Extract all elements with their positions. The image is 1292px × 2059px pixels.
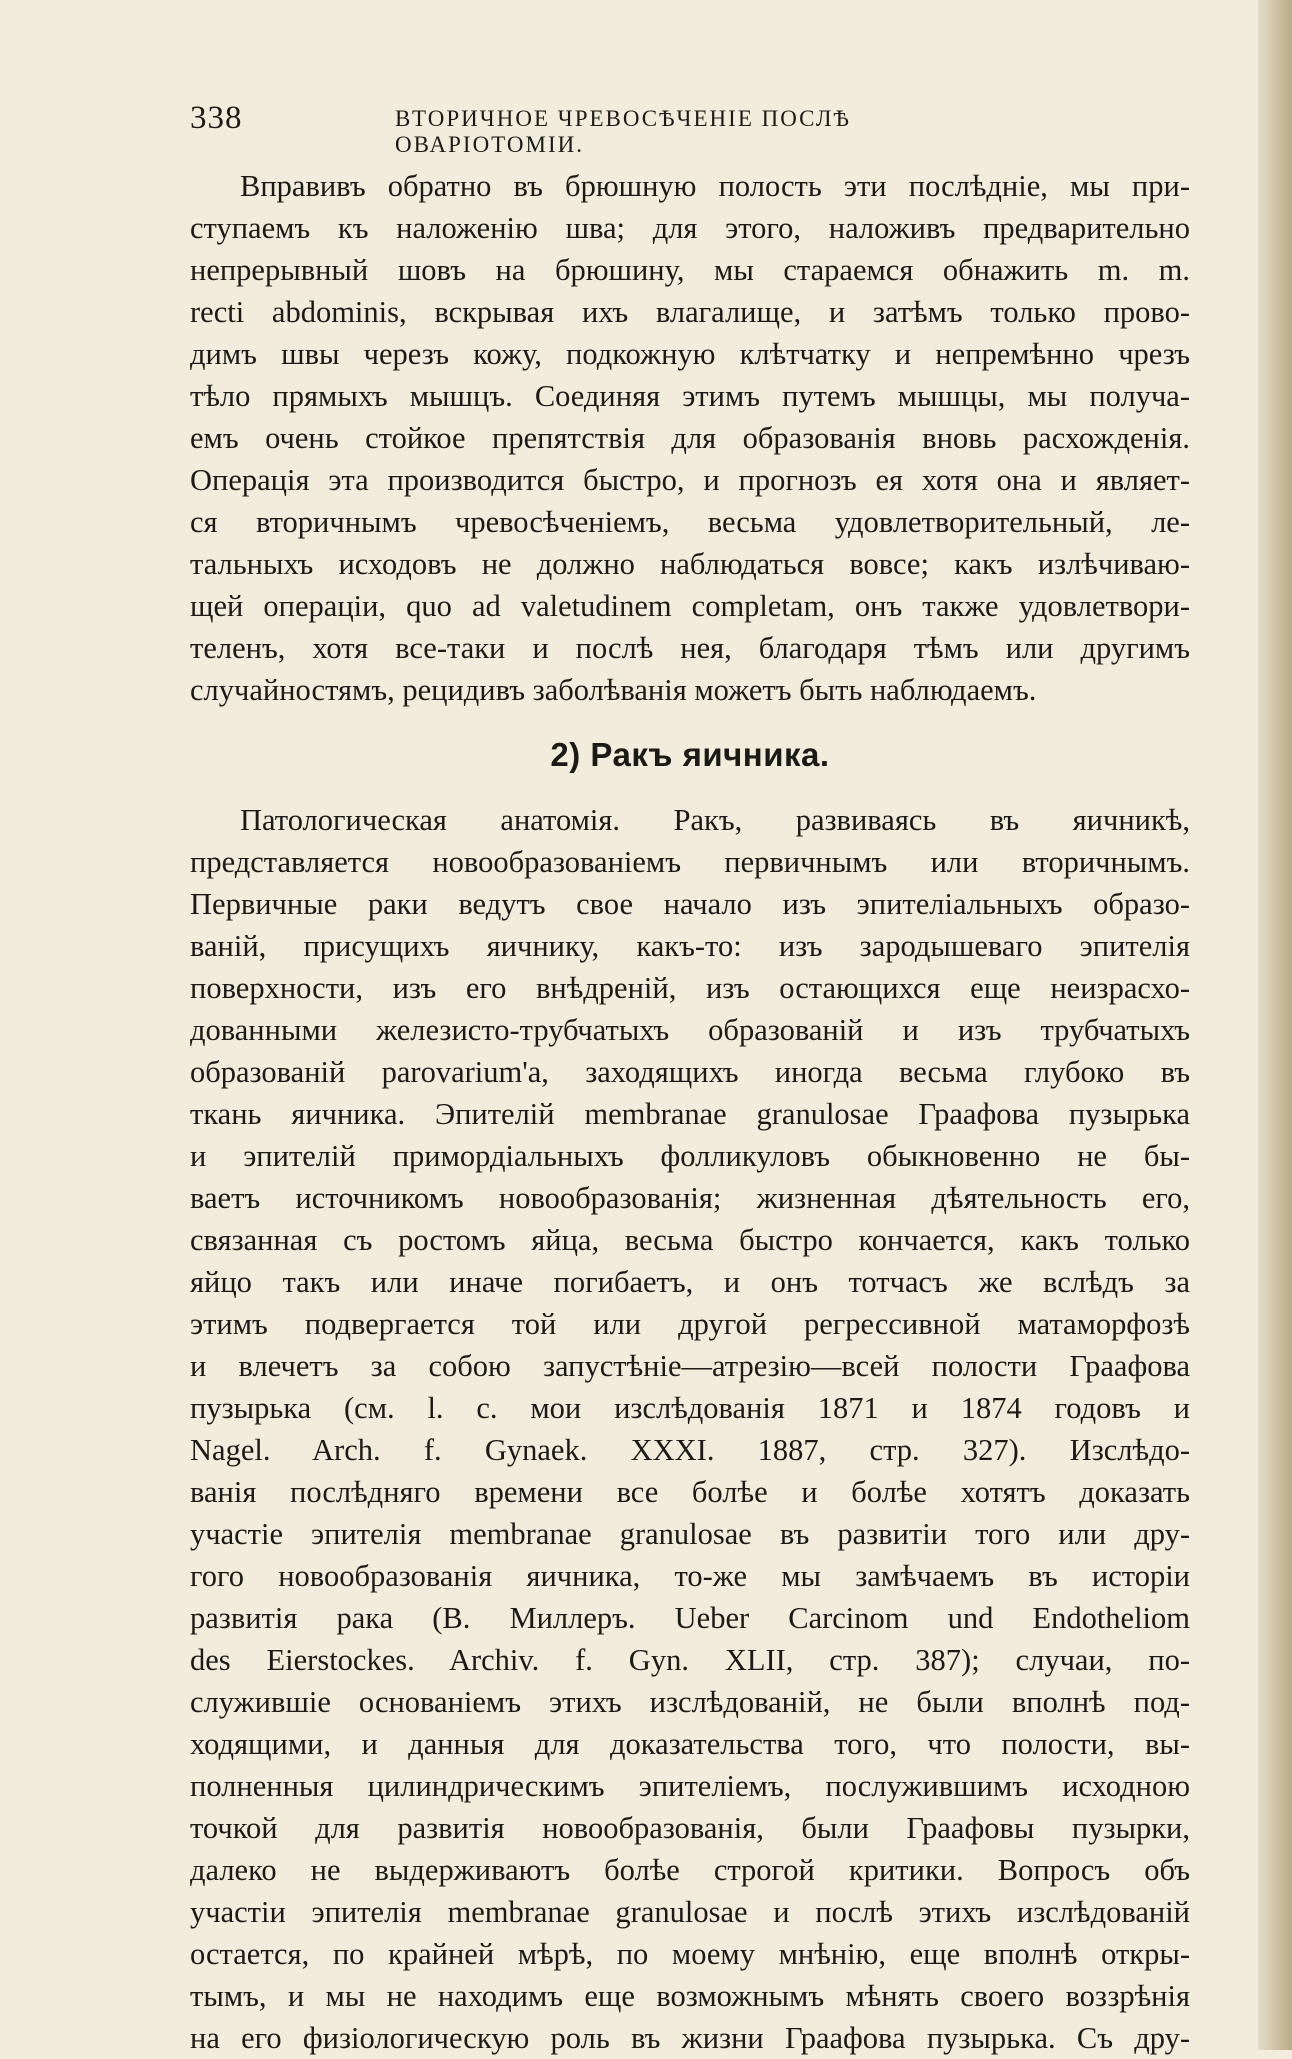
text-line: димъ швы черезъ кожу, подкожную клѣтчатку и непремѣнно чрезъ bbox=[190, 337, 1190, 371]
text-line: емъ очень стойкое препятствія для образованія вновь расхожденія. bbox=[190, 421, 1190, 455]
text-line: ся вторичнымъ чревосѣченіемъ, весьма удовлетворительный, ле- bbox=[190, 505, 1190, 539]
text-line: ступаемъ къ наложенію шва; для этого, наложивъ предварительно bbox=[190, 211, 1190, 245]
text-line: тальныхъ исходовъ не должно наблюдаться вовсе; какъ излѣчиваю- bbox=[190, 547, 1190, 581]
text-line: ваетъ источникомъ новообразованія; жизненная дѣятельность его, bbox=[190, 1181, 1190, 1215]
section-title: 2) Ракъ яичника. bbox=[550, 736, 830, 773]
text-line: связанная съ ростомъ яйца, весьма быстро кончается, какъ только bbox=[190, 1223, 1190, 1257]
text-line: и влечетъ за собою запустѣніе—атрезію—всей полости Граафова bbox=[190, 1349, 1190, 1383]
text-line: образованій parovarium'а, заходящихъ иногда весьма глубоко въ bbox=[190, 1055, 1190, 1089]
text-line: далеко не выдерживаютъ болѣе строгой критики. Вопросъ объ bbox=[190, 1853, 1190, 1887]
running-head: ВТОРИЧНОЕ ЧРЕВОСѢЧЕНІЕ ПОСЛѢ ОВАРІОТОМІИ. bbox=[395, 106, 851, 157]
text-line: recti abdominis, вскрывая ихъ влагалище, и затѣмъ только прово- bbox=[190, 295, 1190, 329]
text-line: Операція эта производится быстро, и прогнозъ ея хотя она и являет- bbox=[190, 463, 1190, 497]
text-line: участіе эпителія membranae granulosae въ развитіи того или дру- bbox=[190, 1517, 1190, 1551]
text-line: непрерывный шовъ на брюшину, мы стараемся обнажить m. m. bbox=[190, 253, 1190, 287]
text-line: тымъ, и мы не находимъ еще возможнымъ мѣнять своего воззрѣнія bbox=[190, 1979, 1190, 2013]
text-line: тѣло прямыхъ мышцъ. Соединяя этимъ путемъ мышцы, мы получа- bbox=[190, 379, 1190, 413]
text-line: ванія послѣдняго времени все болѣе и болѣе хотятъ доказать bbox=[190, 1475, 1190, 1509]
text-line: остается, по крайней мѣрѣ, по моему мнѣнію, еще вполнѣ откры- bbox=[190, 1937, 1190, 1971]
page-number: 338 bbox=[190, 100, 243, 136]
text-line: дованными железисто-трубчатыхъ образованій и изъ трубчатыхъ bbox=[190, 1013, 1190, 1047]
text-line: щей операціи, quo ad valetudinem completam, онъ также удовлетвори- bbox=[190, 589, 1190, 623]
text-line: ходящими, и данныя для доказательства того, что полости, вы- bbox=[190, 1727, 1190, 1761]
text-line: полненныя цилиндрическимъ эпителіемъ, послужившимъ исходною bbox=[190, 1769, 1190, 1803]
paragraph-1 bbox=[190, 165, 1190, 711]
text-line: Первичные раки ведутъ свое начало изъ эпителіальныхъ образо- bbox=[190, 887, 1190, 921]
text-line: des Eierstockes. Archiv. f. Gyn. XLII, стр. 387); случаи, по- bbox=[190, 1643, 1190, 1677]
text-line: поверхности, изъ его внѣдреній, изъ остающихся еще неизрасхо- bbox=[190, 971, 1190, 1005]
text-line: Вправивъ обратно въ брюшную полость эти послѣдніе, мы при- bbox=[240, 169, 1190, 203]
text-line: яйцо такъ или иначе погибаетъ, и онъ тотчасъ же вслѣдъ за bbox=[190, 1265, 1190, 1299]
text-line: теленъ, хотя все-таки и послѣ нея, благодаря тѣмъ или другимъ bbox=[190, 631, 1190, 665]
body-text bbox=[190, 165, 1190, 2059]
text-line: гого новообразованія яичника, то-же мы замѣчаемъ въ исторіи bbox=[190, 1559, 1190, 1593]
page-edge-shadow bbox=[1258, 0, 1292, 2050]
text-line: точкой для развитія новообразованія, были Граафовы пузырки, bbox=[190, 1811, 1190, 1845]
text-line: пузырька (см. l. c. мои изслѣдованія 1871 и 1874 годовъ и bbox=[190, 1391, 1190, 1425]
text-line: развитія рака (В. Миллеръ. Ueber Carcinom und Endotheliom bbox=[190, 1601, 1190, 1635]
text-line: ваній, присущихъ яичнику, какъ-то: изъ зародышеваго эпителія bbox=[190, 929, 1190, 963]
text-line: случайностямъ, рецидивъ заболѣванія можетъ быть наблюдаемъ. bbox=[190, 673, 1037, 707]
text-line: на его физіологическую роль въ жизни Граафова пузырька. Съ дру- bbox=[190, 2021, 1190, 2055]
text-line: участіи эпителія membranae granulosae и послѣ этихъ изслѣдованій bbox=[190, 1895, 1190, 1929]
text-line: ткань яичника. Эпителій membranae granulosae Граафова пузырька bbox=[190, 1097, 1190, 1131]
text-line: и эпителій примордіальныхъ фолликуловъ обыкновенно не бы- bbox=[190, 1139, 1190, 1173]
text-line: Nagel. Arch. f. Gynaek. XXXI. 1887, стр. 327). Изслѣдо- bbox=[190, 1433, 1190, 1467]
page-header bbox=[190, 100, 990, 157]
text-line: этимъ подвергается той или другой регрессивной матаморфозѣ bbox=[190, 1307, 1190, 1341]
text-line: представляется новообразованіемъ первичнымъ или вторичнымъ. bbox=[190, 845, 1190, 879]
paragraph-2 bbox=[190, 799, 1190, 2059]
text-line: Патологическая анатомія. Ракъ, развиваясь въ яичникѣ, bbox=[240, 803, 1190, 837]
text-line: служившіе основаніемъ этихъ изслѣдованій, не были вполнѣ под- bbox=[190, 1685, 1190, 1719]
